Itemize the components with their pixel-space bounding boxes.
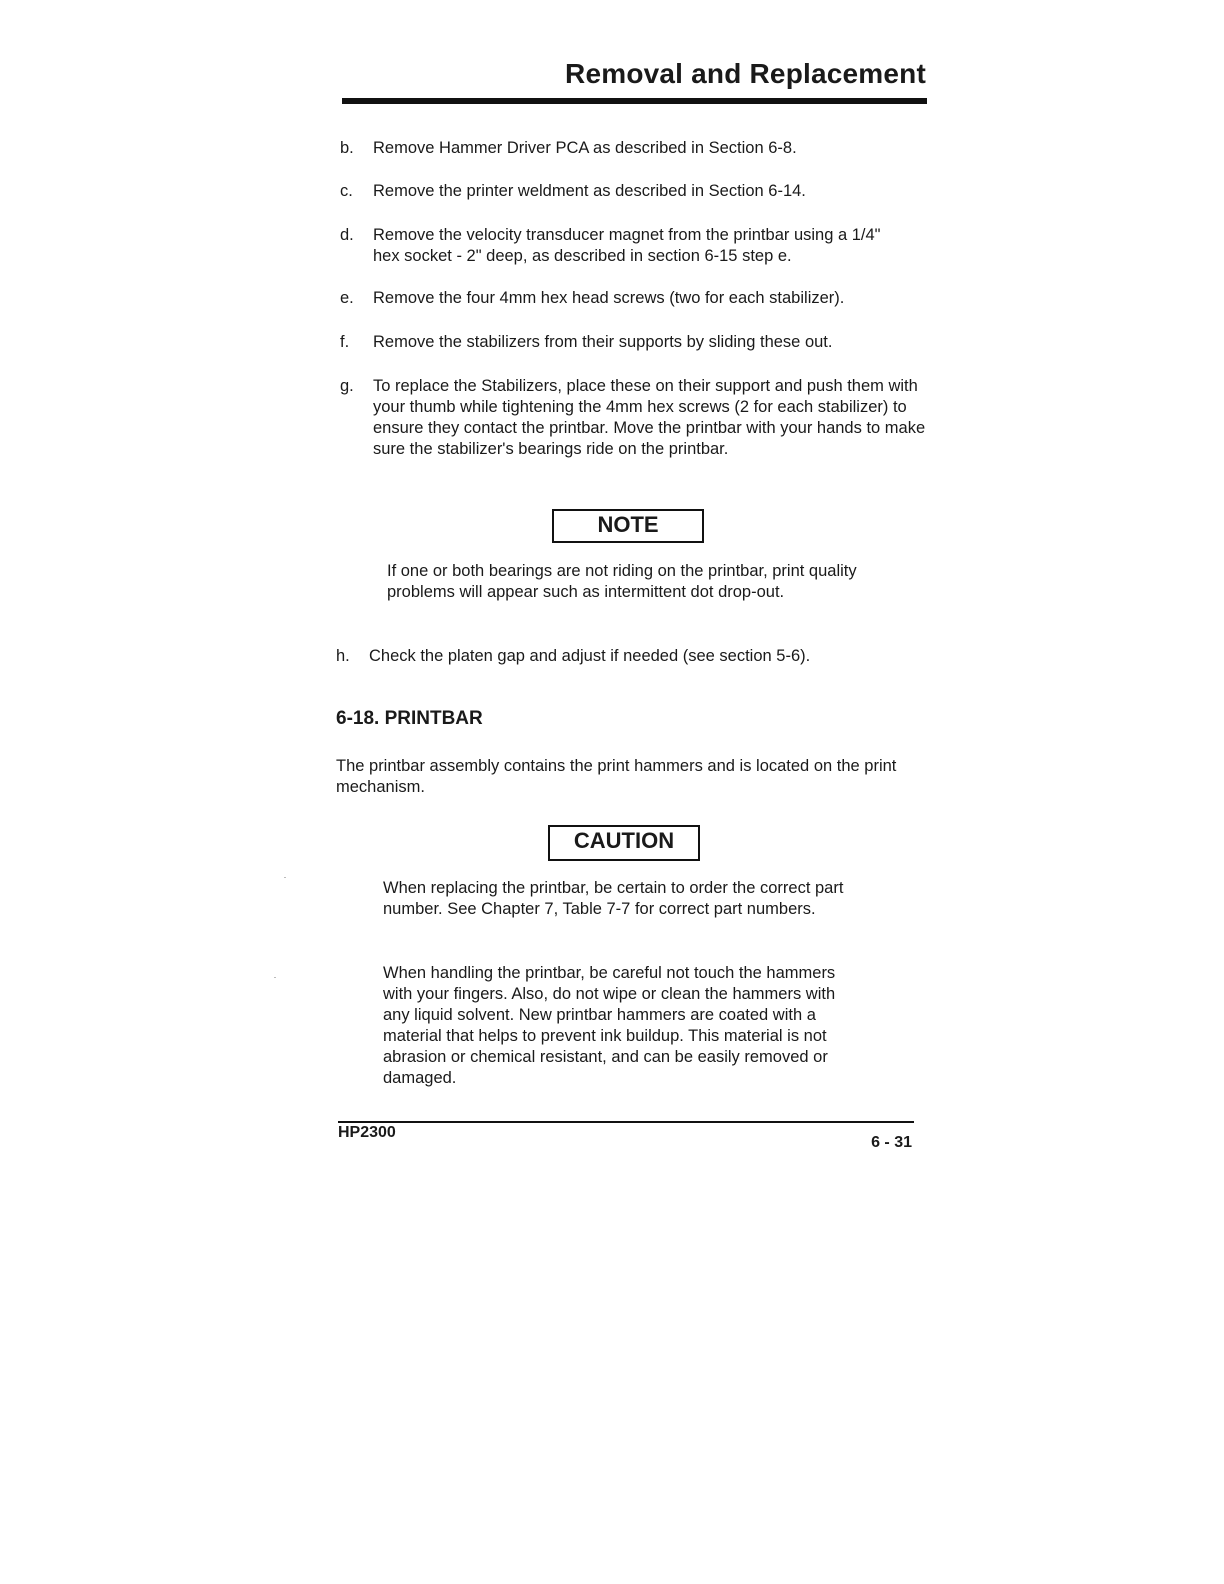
step-text: Remove the four 4mm hex head screws (two for each stabilizer). — [373, 289, 845, 307]
scan-speck — [274, 977, 276, 978]
step-marker: f. — [340, 333, 350, 351]
step-text: Remove the printer weldment as described in Section 6-14. — [373, 182, 806, 200]
header-rule — [342, 98, 927, 104]
step-marker: c. — [340, 182, 353, 200]
step-text: Remove the stabilizers from their supports by sliding these out. — [373, 333, 833, 351]
step-text: Remove the velocity transducer magnet from the printbar using a 1/4" hex socket - 2" deep, as described in section 6-15 step e. — [373, 226, 881, 265]
page-header-title: Removal and Replacement — [565, 58, 926, 89]
step-g — [340, 376, 928, 460]
step-marker: d. — [340, 226, 354, 244]
step-marker: b. — [340, 139, 354, 157]
step-text: Remove Hammer Driver PCA as described in Section 6-8. — [373, 139, 797, 157]
note-text: If one or both bearings are not riding on the printbar, print quality problems will appear such as intermittent dot drop-out. — [387, 562, 857, 601]
step-text: Check the platen gap and adjust if needed (see section 5-6). — [369, 647, 811, 665]
section-intro: The printbar assembly contains the print hammers and is located on the print mechanism. — [336, 757, 897, 796]
caution-paragraph: When handling the printbar, be careful not touch the hammers with your fingers. Also, do not wipe or clean the hammers with any liquid solvent. New printbar hammers are coated with a material that helps to prevent ink buildup. This material is not abrasion or chemical resistant, and can be easily removed or damaged. — [383, 964, 836, 1087]
step-c — [340, 181, 930, 202]
scan-speck — [284, 877, 286, 878]
step-b — [340, 138, 930, 159]
step-text: To replace the Stabilizers, place these on their support and push them with your thumb while tightening the 4mm hex screws (2 for each stabilizer) to ensure they contact the printbar. Move the printbar with your hands to make sure the stabilizer's bearings ride on the printbar. — [373, 377, 926, 458]
step-marker: h. — [336, 647, 350, 665]
caution-label: CAUTION — [548, 825, 700, 861]
step-d — [340, 225, 900, 267]
step-e — [340, 288, 930, 309]
step-f — [340, 332, 930, 353]
caution-paragraph: When replacing the printbar, be certain to order the correct part number. See Chapter 7, Table 7-7 for correct part numbers. — [383, 879, 844, 918]
footer-rule — [338, 1121, 914, 1123]
step-marker: g. — [340, 377, 354, 395]
step-marker: e. — [340, 289, 354, 307]
section-heading: 6-18. PRINTBAR — [336, 708, 483, 729]
note-label: NOTE — [552, 509, 704, 543]
page-number: 6 - 31 — [871, 1134, 912, 1151]
footer-model: HP2300 — [338, 1124, 396, 1141]
step-h — [336, 646, 926, 667]
